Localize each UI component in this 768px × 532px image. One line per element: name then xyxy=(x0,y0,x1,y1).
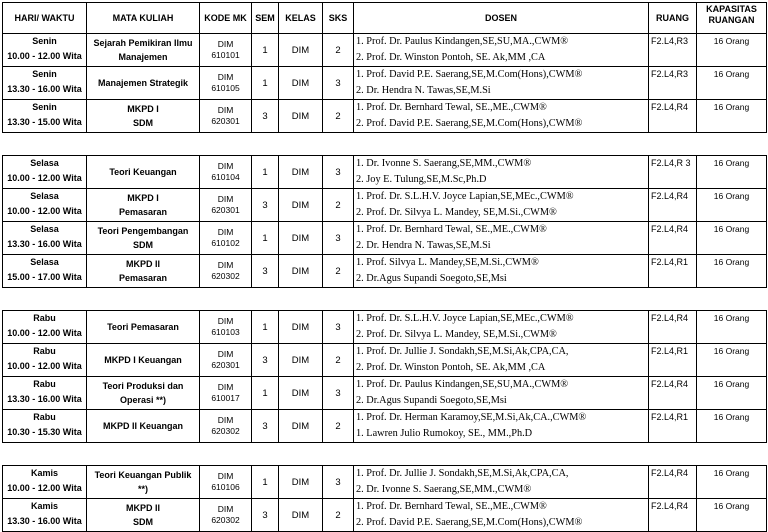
course-name-cell xyxy=(87,499,200,532)
sks-cell: 3 xyxy=(323,311,354,344)
course-code-cell xyxy=(200,189,252,222)
lecturer-cell xyxy=(354,222,649,255)
course-code-prefix: DIM xyxy=(217,471,234,481)
course-name-line1: MKPD I xyxy=(127,193,159,203)
table-row xyxy=(3,344,767,377)
course-code-number: 620302 xyxy=(211,426,240,436)
time-label: 10.00 - 12.00 Wita xyxy=(7,328,82,338)
course-code-number: 610105 xyxy=(211,83,240,93)
day-time-cell xyxy=(3,34,87,67)
day-label: Rabu xyxy=(33,379,56,389)
header-row xyxy=(3,3,767,34)
course-code-number: 620301 xyxy=(211,116,240,126)
lecturer-2: 2. Prof. Dr. Winston Pontoh, SE. Ak,MM ,CA xyxy=(356,52,546,63)
class-cell: DIM xyxy=(279,34,323,67)
sks-cell: 2 xyxy=(323,344,354,377)
lecturer-2: 1. Lawren Julio Rumokoy, SE., MM.,Ph.D xyxy=(356,428,533,439)
course-name-line1: Teori Keuangan Publik xyxy=(94,470,192,480)
time-label: 10.00 - 12.00 Wita xyxy=(7,483,82,493)
course-name-cell xyxy=(87,377,200,410)
sks-cell: 3 xyxy=(323,156,354,189)
semester-cell: 3 xyxy=(252,344,279,377)
course-code-cell xyxy=(200,410,252,443)
day-time-cell xyxy=(3,222,87,255)
course-name-cell xyxy=(87,100,200,133)
room-cell: F2.L4,R4 xyxy=(649,189,697,222)
course-name-cell xyxy=(87,410,200,443)
lecturer-2: 2. Prof. Dr. Winston Pontoh, SE. Ak,MM ,CA xyxy=(356,362,546,373)
lecturer-2: 2. Prof. David P.E. Saerang,SE,M.Com(Hons),CWM® xyxy=(356,517,583,528)
room-cell: F2.L4,R4 xyxy=(649,499,697,532)
course-name-cell xyxy=(87,344,200,377)
time-label: 10.00 - 12.00 Wita xyxy=(7,51,82,61)
lecturer-2: 2. Dr.Agus Supandi Soegoto,SE,Msi xyxy=(356,395,507,406)
lecturer-1: 1. Prof. Dr. Herman Karamoy,SE,M.Si,Ak,CA.,CWM® xyxy=(356,412,587,423)
course-name-line1: MKPD I Keuangan xyxy=(104,355,182,365)
class-cell: DIM xyxy=(279,67,323,100)
day-label: Selasa xyxy=(30,191,59,201)
day-label: Senin xyxy=(32,102,57,112)
course-name-line2: SDM xyxy=(133,118,153,128)
spacer-cell xyxy=(3,133,767,156)
sks-cell: 3 xyxy=(323,67,354,100)
table-row xyxy=(3,410,767,443)
class-cell: DIM xyxy=(279,189,323,222)
course-code-number: 610017 xyxy=(211,393,240,403)
course-code-number: 620301 xyxy=(211,205,240,215)
header-hari: HARI/ WAKTU xyxy=(3,3,87,34)
course-code-cell xyxy=(200,499,252,532)
lecturer-cell xyxy=(354,34,649,67)
header-ruang: RUANG xyxy=(649,3,697,34)
class-cell: DIM xyxy=(279,100,323,133)
class-cell: DIM xyxy=(279,344,323,377)
lecturer-1: 1. Prof. Dr. Bernhard Tewal, SE.,ME.,CWM® xyxy=(356,102,547,113)
lecturer-cell xyxy=(354,156,649,189)
course-name-line2: SDM xyxy=(133,240,153,250)
course-name-line1: MKPD I xyxy=(127,104,159,114)
semester-cell: 1 xyxy=(252,466,279,499)
lecturer-2: 2. Dr. Hendra N. Tawas,SE,M.Si xyxy=(356,240,491,251)
lecturer-2: 2. Prof. David P.E. Saerang,SE,M.Com(Hons),CWM® xyxy=(356,118,583,129)
capacity-cell: 16 Orang xyxy=(697,156,767,189)
room-cell: F2.L4,R 3 xyxy=(649,156,697,189)
class-cell: DIM xyxy=(279,466,323,499)
lecturer-1: 1. Prof. Dr. Paulus Kindangen,SE,SU,MA.,CWM® xyxy=(356,36,569,47)
course-code-prefix: DIM xyxy=(217,415,234,425)
course-name-line2: **) xyxy=(137,484,148,494)
course-name-line1: MKPD II Keuangan xyxy=(102,421,183,431)
lecturer-2: 2. Joy E. Tulung,SE,M.Sc,Ph.D xyxy=(356,174,487,185)
course-code-prefix: DIM xyxy=(217,260,234,270)
header-sks: SKS xyxy=(323,3,354,34)
sks-cell: 2 xyxy=(323,100,354,133)
course-code-cell xyxy=(200,100,252,133)
course-code-prefix: DIM xyxy=(217,227,234,237)
course-code-cell xyxy=(200,311,252,344)
day-time-cell xyxy=(3,377,87,410)
day-label: Rabu xyxy=(33,412,56,422)
table-row xyxy=(3,255,767,288)
course-code-cell xyxy=(200,255,252,288)
course-code-number: 610106 xyxy=(211,482,240,492)
capacity-cell: 16 Orang xyxy=(697,377,767,410)
course-code-number: 610101 xyxy=(211,50,240,60)
time-label: 10.00 - 12.00 Wita xyxy=(7,173,82,183)
course-name-cell xyxy=(87,311,200,344)
day-label: Kamis xyxy=(30,468,58,478)
day-label: Rabu xyxy=(33,346,56,356)
header-kelas: KELAS xyxy=(279,3,323,34)
lecturer-1: 1. Prof. Dr. Bernhard Tewal, SE.,ME.,CWM® xyxy=(356,224,547,235)
class-cell: DIM xyxy=(279,377,323,410)
course-code-number: 620302 xyxy=(211,515,240,525)
course-code-cell xyxy=(200,377,252,410)
semester-cell: 3 xyxy=(252,189,279,222)
header-mata-kuliah: MATA KULIAH xyxy=(87,3,200,34)
lecturer-1: 1. Prof. Dr. Bernhard Tewal, SE.,ME.,CWM® xyxy=(356,501,547,512)
course-name-cell xyxy=(87,67,200,100)
semester-cell: 3 xyxy=(252,100,279,133)
lecturer-2: 2. Prof. Dr. Silvya L. Mandey, SE,M.Si.,CWM® xyxy=(356,329,557,340)
course-code-prefix: DIM xyxy=(217,105,234,115)
schedule-table xyxy=(2,2,767,532)
semester-cell: 1 xyxy=(252,34,279,67)
course-code-number: 610103 xyxy=(211,327,240,337)
header-kapasitas-line1: KAPASITAS xyxy=(706,4,757,14)
day-time-cell xyxy=(3,100,87,133)
header-kapasitas-line2: RUANGAN xyxy=(708,15,755,25)
sks-cell: 2 xyxy=(323,255,354,288)
course-name-line1: Manajemen Strategik xyxy=(97,78,189,88)
semester-cell: 3 xyxy=(252,410,279,443)
course-name-line2: Manajemen xyxy=(118,52,168,62)
course-code-prefix: DIM xyxy=(217,194,234,204)
lecturer-2: 2. Prof. Dr. Silvya L. Mandey, SE,M.Si.,CWM® xyxy=(356,207,557,218)
header-dosen: DOSEN xyxy=(354,3,649,34)
day-label: Kamis xyxy=(30,501,58,511)
semester-cell: 1 xyxy=(252,377,279,410)
room-cell: F2.L4,R3 xyxy=(649,34,697,67)
course-name-cell xyxy=(87,222,200,255)
day-label: Senin xyxy=(32,69,57,79)
course-name-line1: Sejarah Pemikiran Ilmu xyxy=(93,38,193,48)
room-cell: F2.L4,R4 xyxy=(649,222,697,255)
capacity-cell: 16 Orang xyxy=(697,100,767,133)
course-name-cell xyxy=(87,34,200,67)
lecturer-cell xyxy=(354,344,649,377)
capacity-cell: 16 Orang xyxy=(697,311,767,344)
time-label: 10.30 - 15.30 Wita xyxy=(7,427,82,437)
header-kapasitas xyxy=(697,3,767,34)
time-label: 13.30 - 15.00 Wita xyxy=(7,117,82,127)
course-name-line2: Operasi **) xyxy=(119,395,167,405)
room-cell: F2.L4,R4 xyxy=(649,311,697,344)
course-code-number: 620301 xyxy=(211,360,240,370)
semester-cell: 3 xyxy=(252,255,279,288)
lecturer-1: 1. Dr. Ivonne S. Saerang,SE,MM.,CWM® xyxy=(356,158,532,169)
capacity-cell: 16 Orang xyxy=(697,222,767,255)
class-cell: DIM xyxy=(279,222,323,255)
course-name-line1: MKPD II xyxy=(125,259,160,269)
lecturer-1: 1. Prof. Dr. S.L.H.V. Joyce Lapian,SE,MEc.,CWM® xyxy=(356,313,574,324)
course-name-line2: SDM xyxy=(133,517,153,527)
lecturer-cell xyxy=(354,499,649,532)
semester-cell: 1 xyxy=(252,156,279,189)
capacity-cell: 16 Orang xyxy=(697,189,767,222)
lecturer-cell xyxy=(354,100,649,133)
room-cell: F2.L4,R4 xyxy=(649,466,697,499)
header-sem: SEM xyxy=(252,3,279,34)
room-cell: F2.L4,R1 xyxy=(649,344,697,377)
course-code-prefix: DIM xyxy=(217,161,234,171)
header-kode-mk: KODE MK xyxy=(200,3,252,34)
time-label: 13.30 - 16.00 Wita xyxy=(7,394,82,404)
room-cell: F2.L4,R1 xyxy=(649,255,697,288)
sks-cell: 3 xyxy=(323,377,354,410)
time-label: 10.00 - 12.00 Wita xyxy=(7,206,82,216)
course-code-prefix: DIM xyxy=(217,504,234,514)
room-cell: F2.L4,R4 xyxy=(649,377,697,410)
capacity-cell: 16 Orang xyxy=(697,67,767,100)
table-row xyxy=(3,34,767,67)
semester-cell: 3 xyxy=(252,499,279,532)
lecturer-1: 1. Prof. Silvya L. Mandey,SE,M.Si.,CWM® xyxy=(356,257,539,268)
course-code-number: 610104 xyxy=(211,172,240,182)
lecturer-1: 1. Prof. Dr. Jullie J. Sondakh,SE,M.Si,Ak,CPA,CA, xyxy=(356,346,569,357)
day-label: Rabu xyxy=(33,313,56,323)
capacity-cell: 16 Orang xyxy=(697,499,767,532)
table-row xyxy=(3,377,767,410)
lecturer-cell xyxy=(354,377,649,410)
course-code-number: 610102 xyxy=(211,238,240,248)
course-name-line1: Teori Produksi dan xyxy=(102,381,184,391)
time-label: 15.00 - 17.00 Wita xyxy=(7,272,82,282)
sks-cell: 2 xyxy=(323,189,354,222)
sks-cell: 3 xyxy=(323,222,354,255)
table-row xyxy=(3,311,767,344)
capacity-cell: 16 Orang xyxy=(697,410,767,443)
course-code-prefix: DIM xyxy=(217,39,234,49)
course-code-cell xyxy=(200,222,252,255)
day-label: Selasa xyxy=(30,257,59,267)
group-spacer xyxy=(3,133,767,156)
class-cell: DIM xyxy=(279,410,323,443)
table-row xyxy=(3,100,767,133)
course-code-cell xyxy=(200,67,252,100)
sks-cell: 2 xyxy=(323,410,354,443)
day-label: Selasa xyxy=(30,224,59,234)
lecturer-cell xyxy=(354,410,649,443)
capacity-cell: 16 Orang xyxy=(697,34,767,67)
time-label: 13.30 - 16.00 Wita xyxy=(7,239,82,249)
course-name-cell xyxy=(87,189,200,222)
time-label: 10.00 - 12.00 Wita xyxy=(7,361,82,371)
sks-cell: 2 xyxy=(323,499,354,532)
day-time-cell xyxy=(3,67,87,100)
table-row xyxy=(3,222,767,255)
lecturer-1: 1. Prof. Dr. Paulus Kindangen,SE,SU,MA.,CWM® xyxy=(356,379,569,390)
lecturer-1: 1. Prof. Dr. Jullie J. Sondakh,SE,M.Si,Ak,CPA,CA, xyxy=(356,468,569,479)
table-row xyxy=(3,499,767,532)
day-label: Senin xyxy=(32,36,57,46)
course-name-cell xyxy=(87,156,200,189)
day-time-cell xyxy=(3,255,87,288)
lecturer-2: 2. Dr.Agus Supandi Soegoto,SE,Msi xyxy=(356,273,507,284)
lecturer-cell xyxy=(354,189,649,222)
group-spacer xyxy=(3,443,767,466)
time-label: 13.30 - 16.00 Wita xyxy=(7,516,82,526)
course-name-line1: Teori Pemasaran xyxy=(107,322,179,332)
group-spacer xyxy=(3,288,767,311)
course-name-line1: Teori Keuangan xyxy=(109,167,177,177)
course-code-cell xyxy=(200,344,252,377)
day-time-cell xyxy=(3,344,87,377)
course-name-cell xyxy=(87,255,200,288)
course-name-line2: Pemasaran xyxy=(118,207,168,217)
lecturer-2: 2. Dr. Hendra N. Tawas,SE,M.Si xyxy=(356,85,491,96)
capacity-cell: 16 Orang xyxy=(697,344,767,377)
semester-cell: 1 xyxy=(252,311,279,344)
course-code-prefix: DIM xyxy=(217,382,234,392)
day-time-cell xyxy=(3,499,87,532)
course-name-line1: MKPD II xyxy=(125,503,160,513)
day-time-cell xyxy=(3,156,87,189)
lecturer-cell xyxy=(354,67,649,100)
course-code-prefix: DIM xyxy=(217,316,234,326)
course-code-cell xyxy=(200,156,252,189)
course-name-line1: Teori Pengembangan xyxy=(97,226,189,236)
table-row xyxy=(3,67,767,100)
room-cell: F2.L4,R3 xyxy=(649,67,697,100)
day-time-cell xyxy=(3,189,87,222)
sks-cell: 3 xyxy=(323,466,354,499)
capacity-cell: 16 Orang xyxy=(697,466,767,499)
lecturer-1: 1. Prof. David P.E. Saerang,SE,M.Com(Hons),CWM® xyxy=(356,69,583,80)
day-label: Selasa xyxy=(30,158,59,168)
capacity-cell: 16 Orang xyxy=(697,255,767,288)
semester-cell: 1 xyxy=(252,222,279,255)
semester-cell: 1 xyxy=(252,67,279,100)
course-code-cell xyxy=(200,34,252,67)
course-name-line2: Pemasaran xyxy=(118,273,168,283)
table-row xyxy=(3,156,767,189)
time-label: 13.30 - 16.00 Wita xyxy=(7,84,82,94)
course-code-prefix: DIM xyxy=(217,72,234,82)
lecturer-1: 1. Prof. Dr. S.L.H.V. Joyce Lapian,SE,MEc.,CWM® xyxy=(356,191,574,202)
class-cell: DIM xyxy=(279,499,323,532)
class-cell: DIM xyxy=(279,156,323,189)
class-cell: DIM xyxy=(279,255,323,288)
lecturer-cell xyxy=(354,255,649,288)
course-code-number: 620302 xyxy=(211,271,240,281)
spacer-cell xyxy=(3,443,767,466)
spacer-cell xyxy=(3,288,767,311)
day-time-cell xyxy=(3,410,87,443)
day-time-cell xyxy=(3,311,87,344)
lecturer-cell xyxy=(354,311,649,344)
room-cell: F2.L4,R1 xyxy=(649,410,697,443)
course-code-prefix: DIM xyxy=(217,349,234,359)
sks-cell: 2 xyxy=(323,34,354,67)
class-cell: DIM xyxy=(279,311,323,344)
lecturer-2: 2. Dr. Ivonne S. Saerang,SE,MM.,CWM® xyxy=(356,484,532,495)
room-cell: F2.L4,R4 xyxy=(649,100,697,133)
table-row xyxy=(3,189,767,222)
